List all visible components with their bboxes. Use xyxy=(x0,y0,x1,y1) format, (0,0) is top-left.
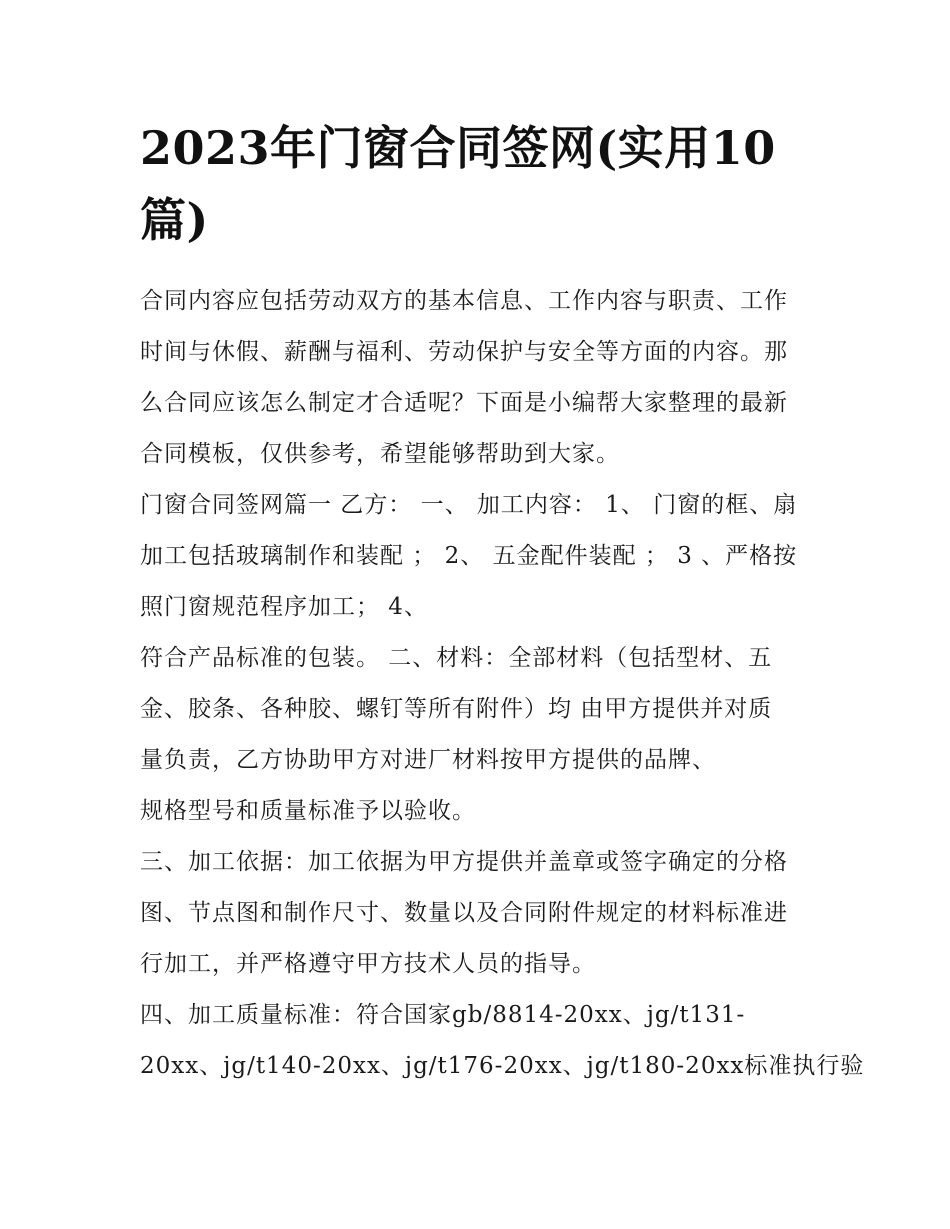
text-line: 时间与休假、薪酬与福利、劳动保护与安全等方面的内容。那 xyxy=(140,339,788,365)
text-line: 门窗合同签网篇一 乙方： 一、 加工内容： 1、 门窗的框、扇 xyxy=(140,492,798,518)
text-line: 四、加工质量标准：符合国家gb/8814-20xx、jg/t131- xyxy=(140,1002,746,1028)
text-line: 行加工，并严格遵守甲方技术人员的指导。 xyxy=(140,951,596,977)
processing-content-paragraph xyxy=(140,480,810,633)
text-line: 20xx、jg/t140-20xx、jg/t176-20xx、jg/t180-20xx标准执行验 xyxy=(140,1053,865,1079)
quality-standard-paragraph xyxy=(140,990,865,1092)
title-line: 2023年门窗合同签网(实用10 xyxy=(140,121,776,175)
intro-paragraph xyxy=(140,276,810,480)
text-line: 规格型号和质量标准予以验收。 xyxy=(140,798,476,824)
text-line: 图、节点图和制作尺寸、数量以及合同附件规定的材料标准进 xyxy=(140,900,788,926)
processing-basis-paragraph xyxy=(140,837,810,990)
text-line: 加工包括玻璃制作和装配 ； 2、 五金配件装配 ； 3 、严格按 xyxy=(140,543,798,569)
document-title xyxy=(140,112,810,256)
text-line: 三、加工依据：加工依据为甲方提供并盖章或签字确定的分格 xyxy=(140,849,788,875)
document-body xyxy=(140,276,865,1092)
text-line: 量负责，乙方协助甲方对进厂材料按甲方提供的品牌、 xyxy=(140,747,716,773)
text-line: 符合产品标准的包装。 二、材料：全部材料（包括型材、五 xyxy=(140,645,773,671)
title-line: 篇) xyxy=(140,193,209,247)
text-line: 么合同应该怎么制定才合适呢？下面是小编帮大家整理的最新 xyxy=(140,390,788,416)
text-line: 合同模板，仅供参考，希望能够帮助到大家。 xyxy=(140,441,620,467)
text-line: 照门窗规范程序加工； 4、 xyxy=(140,594,428,620)
text-line: 合同内容应包括劳动双方的基本信息、工作内容与职责、工作 xyxy=(140,288,788,314)
text-line: 金、胶条、各种胶、螺钉等所有附件）均 由甲方提供并对质 xyxy=(140,696,773,722)
materials-paragraph xyxy=(140,633,810,837)
